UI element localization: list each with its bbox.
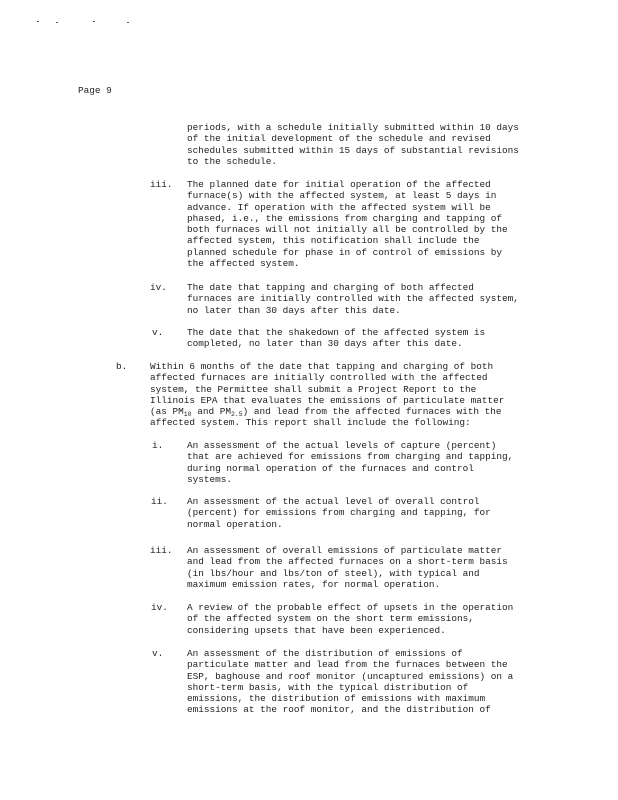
text-line: furnaces are initially controlled with the affected system, xyxy=(187,293,519,305)
text-line: periods, with a schedule initially submitted within 10 days xyxy=(187,122,519,133)
text-line: system, the Permittee shall submit a Project Report to the xyxy=(150,383,477,395)
text-line: The planned date for initial operation of the affected xyxy=(187,179,491,190)
text-line: The date that tapping and charging of both affected xyxy=(187,282,474,293)
pm-prefix: (as PM xyxy=(150,406,184,418)
text-line: An assessment of the distribution of emissions of xyxy=(187,648,463,659)
pm-mid: and PM xyxy=(191,406,231,418)
text-line: maximum emission rates, for normal operation. xyxy=(187,578,441,590)
item-numeral: iv. xyxy=(150,282,167,293)
list-item xyxy=(187,179,508,269)
list-item xyxy=(187,602,513,636)
text-line: planned schedule for phase in of control of emissions by xyxy=(187,246,503,258)
list-item xyxy=(187,545,508,590)
section-b-paragraph xyxy=(150,361,504,429)
text-line: The date that the shakedown of the affected system is xyxy=(187,327,486,338)
text-line: the affected system. xyxy=(187,258,300,270)
text-line: An assessment of the actual level of overall control xyxy=(187,496,480,507)
text-line: Illinois EPA that evaluates the emissions of particulate matter xyxy=(150,394,505,406)
text-line: considering upsets that have been experienced. xyxy=(187,624,446,636)
item-numeral: iii. xyxy=(150,545,173,556)
text-line: completed, no later than 30 days after this date. xyxy=(187,338,463,350)
text-line: ESP, baghouse and roof monitor (uncaptured emissions) on a xyxy=(187,670,514,682)
pm25-subscript: 2.5 xyxy=(230,411,243,419)
list-item xyxy=(187,648,513,716)
text-line: of the affected system on the short term emissions, xyxy=(187,613,474,625)
text-line: to the schedule. xyxy=(187,155,278,167)
text-line: schedules submitted within 15 days of substantial revisions xyxy=(187,144,519,156)
page-number: Page 9 xyxy=(78,85,112,96)
item-numeral: iii. xyxy=(150,179,173,190)
text-line: A review of the probable effect of upsets in the operation xyxy=(187,602,514,613)
pm10-subscript: 10 xyxy=(183,411,192,419)
text-line: emissions, the distribution of emissions with maximum xyxy=(187,693,486,705)
text-line: Within 6 months of the date that tapping and charging of both xyxy=(150,361,494,372)
text-line: emissions at the roof monitor, and the distribution of xyxy=(187,704,491,716)
item-numeral: i. xyxy=(152,440,164,451)
pm-suffix: ) and lead from the affected furnaces with the xyxy=(242,406,502,418)
text-line: no later than 30 days after this date. xyxy=(187,304,401,316)
scan-speck xyxy=(93,21,95,22)
list-item xyxy=(187,440,513,485)
text-line: normal operation. xyxy=(187,518,283,530)
item-numeral: v. xyxy=(152,327,164,338)
continuation-paragraph xyxy=(187,122,519,167)
scan-speck xyxy=(127,22,129,23)
text-line: affected system. This report shall include the following: xyxy=(150,417,471,429)
text-line: systems. xyxy=(187,473,233,485)
text-line: of the initial development of the schedule and revised xyxy=(187,133,491,145)
text-line: furnace(s) with the affected system, at least 5 days in xyxy=(187,190,497,202)
text-line: affected system, this notification shall include the xyxy=(187,235,480,247)
text-line: An assessment of overall emissions of particulate matter xyxy=(187,545,503,556)
text-line: An assessment of the actual levels of capture (percent) xyxy=(187,440,497,451)
list-item xyxy=(187,496,491,530)
text-line-pm xyxy=(150,406,504,417)
text-line: both furnaces will not initially all be controlled by the xyxy=(187,224,508,236)
item-numeral: v. xyxy=(152,648,164,659)
text-line: (in lbs/hour and lbs/ton of steel), with typical and xyxy=(187,567,480,579)
text-line: short-term basis, with the typical distribution of xyxy=(187,681,469,693)
text-line: that are achieved for emissions from charging and tapping, xyxy=(187,451,514,463)
item-numeral: iv. xyxy=(151,602,168,613)
list-item xyxy=(187,282,519,316)
scan-speck xyxy=(56,22,58,23)
text-line: phased, i.e., the emissions from charging and tapping of xyxy=(187,212,503,224)
section-letter: b. xyxy=(116,361,128,372)
text-line: particulate matter and lead from the furnaces between the xyxy=(187,659,508,671)
text-line: during normal operation of the furnaces and control xyxy=(187,462,474,474)
scan-speck xyxy=(37,21,39,22)
item-numeral: ii. xyxy=(151,496,168,507)
text-line: (percent) for emissions from charging and tapping, for xyxy=(187,507,491,519)
text-line: and lead from the affected furnaces on a short-term basis xyxy=(187,556,508,568)
text-line: affected furnaces are initially controlled with the affected xyxy=(150,372,488,384)
text-line: advance. If operation with the affected system will be xyxy=(187,201,491,213)
list-item xyxy=(187,327,485,350)
